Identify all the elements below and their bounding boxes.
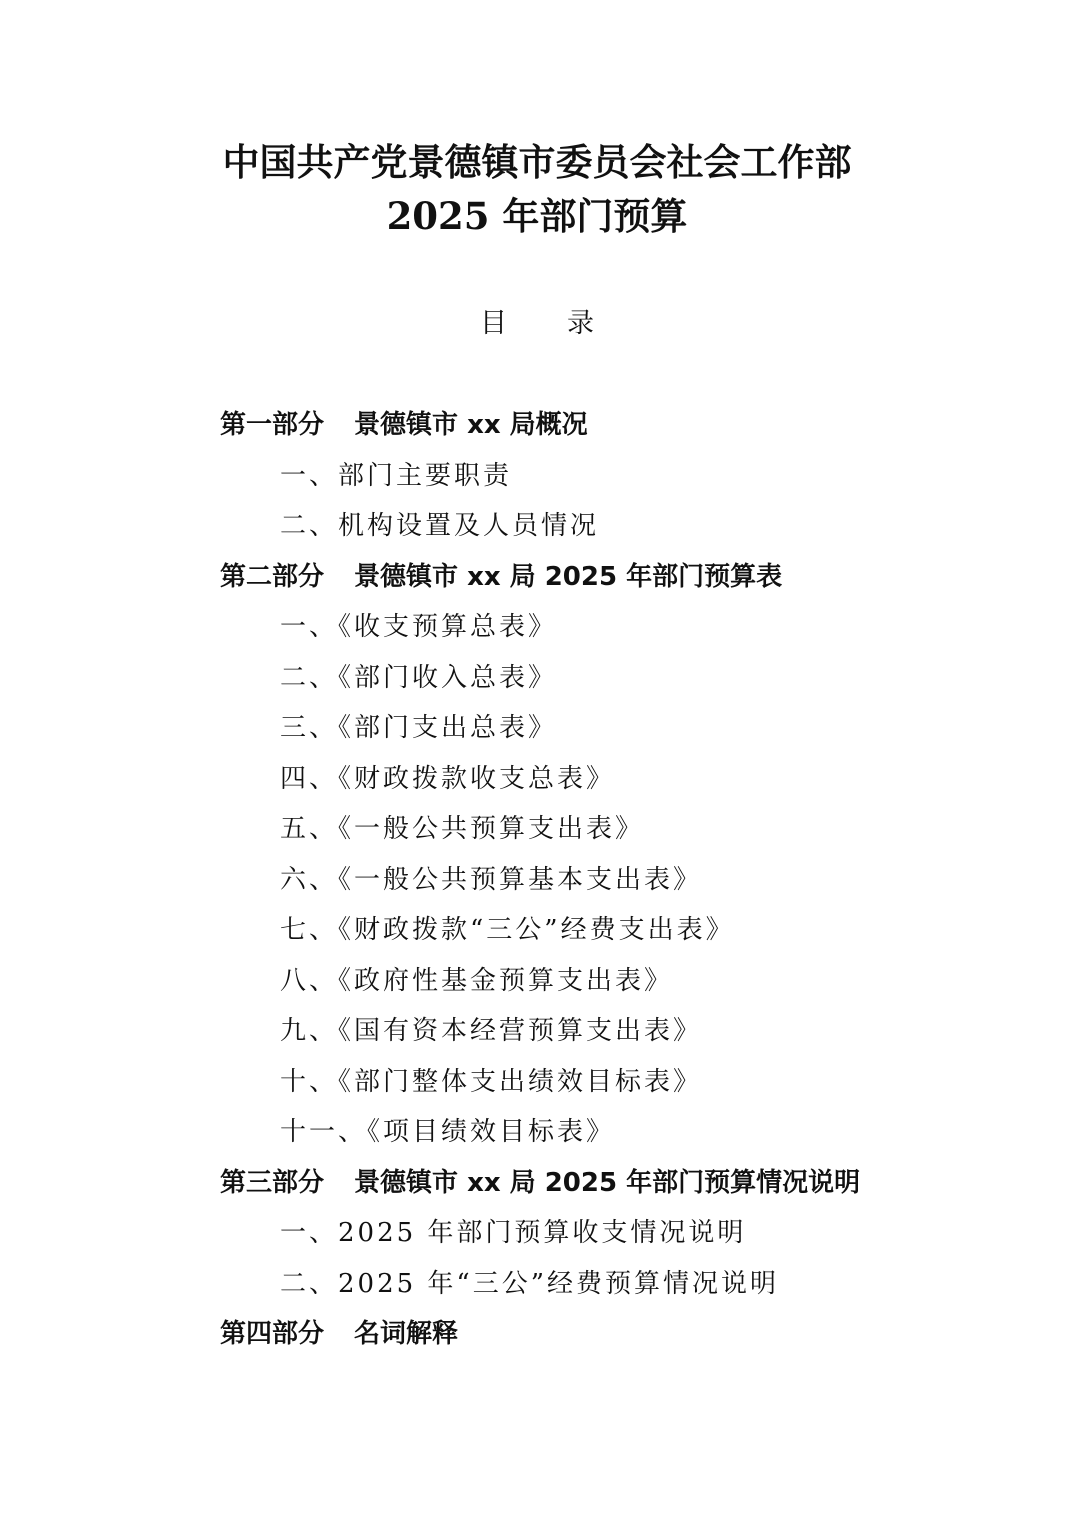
document-title-line2: 2025 年部门预算 (386, 194, 688, 238)
toc-item[interactable]: 九、《国有资本经营预算支出表》 (280, 1016, 703, 1046)
toc-part-title: 名词解释 (354, 1319, 459, 1349)
toc-item[interactable]: 十、《部门整体支出绩效目标表》 (280, 1066, 703, 1097)
toc-item[interactable]: 二、机构设置及人员情况 (280, 511, 600, 541)
toc-part[interactable] (0, 1309, 1074, 1360)
toc-item[interactable]: 一、《收支预算总表》 (280, 612, 558, 642)
toc-heading-right: 录 (567, 308, 594, 339)
toc-part[interactable] (0, 1158, 1074, 1209)
toc-heading-left: 目 (480, 308, 507, 339)
toc-heading (0, 304, 1074, 344)
toc-item[interactable]: 十一、《项目绩效目标表》 (280, 1117, 616, 1147)
toc-part-title: 景德镇市 xx 局概况 (354, 410, 588, 440)
toc-item[interactable]: 二、《部门收入总表》 (280, 662, 558, 693)
toc-part-number: 第二部分 (220, 561, 325, 592)
toc-item[interactable]: 二、2025 年“三公”经费预算情况说明 (280, 1268, 780, 1299)
toc-part[interactable] (0, 400, 1074, 451)
toc-item[interactable]: 八、《政府性基金预算支出表》 (280, 965, 674, 996)
toc-item[interactable]: 一、部门主要职责 (280, 460, 513, 491)
toc-item[interactable]: 四、《财政拨款收支总表》 (280, 763, 616, 794)
toc-item[interactable]: 五、《一般公共预算支出表》 (280, 814, 645, 844)
toc-part-number: 第三部分 (220, 1167, 325, 1198)
toc-part-title: 景德镇市 xx 局 2025 年部门预算情况说明 (354, 1167, 861, 1198)
toc-item[interactable]: 一、2025 年部门预算收支情况说明 (280, 1218, 747, 1248)
toc-part-title: 景德镇市 xx 局 2025 年部门预算表 (354, 561, 783, 592)
table-of-contents (0, 400, 1074, 1360)
toc-item[interactable]: 六、《一般公共预算基本支出表》 (280, 864, 703, 895)
toc-part[interactable] (0, 552, 1074, 603)
toc-part-number: 第一部分 (220, 410, 325, 440)
document-title-line1: 中国共产党景德镇市委员会社会工作部 (222, 140, 852, 184)
toc-item[interactable]: 七、《财政拨款“三公”经费支出表》 (280, 915, 735, 945)
toc-item[interactable]: 三、《部门支出总表》 (280, 713, 558, 743)
toc-part-number: 第四部分 (220, 1319, 325, 1349)
